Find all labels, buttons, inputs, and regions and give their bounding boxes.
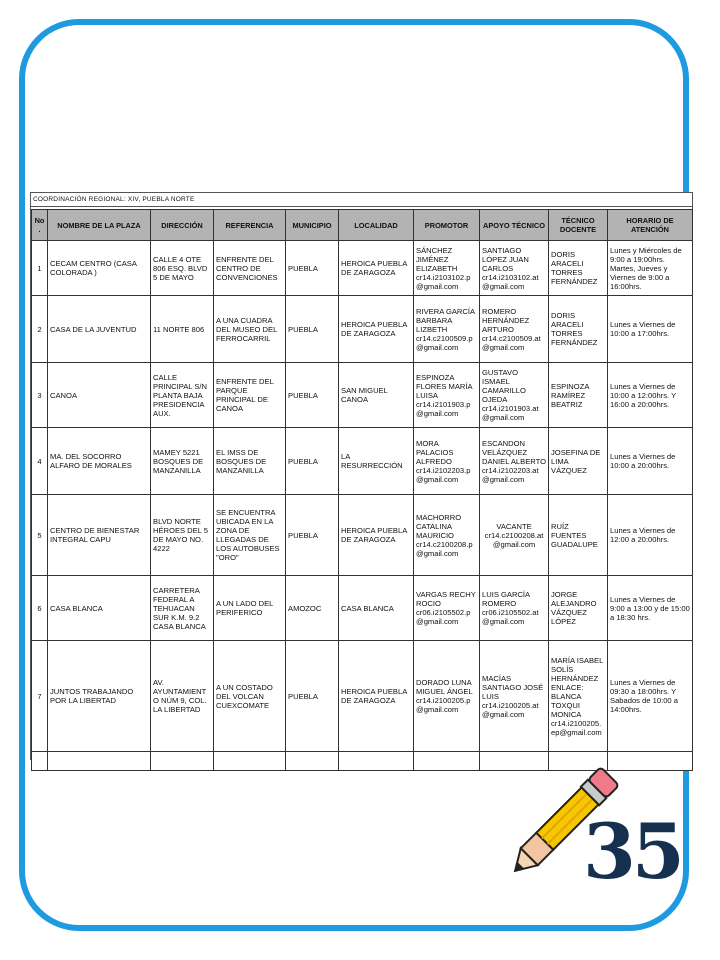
cell-municipio: PUEBLA: [286, 428, 339, 495]
cell-localidad: CASA BLANCA: [339, 576, 414, 641]
cell-blank: [286, 752, 339, 771]
cell-apoyo: ESCANDON VELÁZQUEZ DANIEL ALBERTO cr14.i2102203.at@gmail.com: [480, 428, 549, 495]
table-row: [32, 495, 693, 576]
cell-horario: Lunes a Viernes de 10:00 a 12:00hrs. Y 16:00 a 20:00hrs.: [608, 363, 693, 428]
cell-apoyo: GUSTAVO ISMAEL CAMARILLO OJEDA cr14.i2101903.at@gmail.com: [480, 363, 549, 428]
cell-plaza: CASA BLANCA: [48, 576, 151, 641]
cell-promotor: MACHORRO CATALINA MAURICIO cr14.c2100208.p@gmail.com: [414, 495, 480, 576]
cell-referencia: A UN COSTADO DEL VOLCAN CUEXCOMATE: [214, 641, 286, 752]
table-row: [32, 241, 693, 296]
page-number: 35: [583, 807, 681, 896]
cell-promotor: SÁNCHEZ JIMÉNEZ ELIZABETH cr14.i2103102.p@gmail.com: [414, 241, 480, 296]
table-row: [32, 641, 693, 752]
header-municipio: MUNICIPIO: [286, 210, 339, 241]
cell-tecnico: JOSEFINA DE LIMA VÁZQUEZ: [549, 428, 608, 495]
cell-apoyo: ROMERO HERNÁNDEZ ARTURO cr14.c2100509.at@gmail.com: [480, 296, 549, 363]
cell-no: 1: [32, 241, 48, 296]
header-promotor: PROMOTOR: [414, 210, 480, 241]
header-direccion: DIRECCIÓN: [151, 210, 214, 241]
cell-tecnico: ESPINOZA RAMÍREZ BEATRIZ: [549, 363, 608, 428]
cell-apoyo: LUIS GARCÍA ROMERO cr06.i2105502.at@gmail.com: [480, 576, 549, 641]
cell-promotor: VARGAS RECHY ROCIO cr06.i2105502.p@gmail.com: [414, 576, 480, 641]
table-row: [32, 428, 693, 495]
cell-no: 3: [32, 363, 48, 428]
cell-referencia: SE ENCUENTRA UBICADA EN LA ZONA DE LLEGADAS DE LOS AUTOBUSES "ORO": [214, 495, 286, 576]
cell-no: 4: [32, 428, 48, 495]
cell-municipio: AMOZOC: [286, 576, 339, 641]
header-apoyo: APOYO TÉCNICO: [480, 210, 549, 241]
cell-plaza: CECAM CENTRO (CASA COLORADA ): [48, 241, 151, 296]
header-referencia: REFERENCIA: [214, 210, 286, 241]
cell-no: 5: [32, 495, 48, 576]
cell-blank: [339, 752, 414, 771]
cell-localidad: LA RESURRECCIÓN: [339, 428, 414, 495]
cell-municipio: PUEBLA: [286, 641, 339, 752]
cell-plaza: JUNTOS TRABAJANDO POR LA LIBERTAD: [48, 641, 151, 752]
cell-localidad: HEROICA PUEBLA DE ZARAGOZA: [339, 241, 414, 296]
header-plaza: NOMBRE DE LA PLAZA: [48, 210, 151, 241]
cell-direccion: CALLE PRINCIPAL S/N PLANTA BAJA PRESIDENCIA AUX.: [151, 363, 214, 428]
header-no: No.: [32, 210, 48, 241]
cell-municipio: PUEBLA: [286, 296, 339, 363]
cell-blank: [214, 752, 286, 771]
cell-localidad: HEROICA PUEBLA DE ZARAGOZA: [339, 495, 414, 576]
cell-horario: Lunes a Viernes de 12:00 a 20:00hrs.: [608, 495, 693, 576]
cell-direccion: MAMEY 5221 BOSQUES DE MANZANILLA: [151, 428, 214, 495]
cell-promotor: DORADO LUNA MIGUEL ÁNGEL cr14.i2100205.p@gmail.com: [414, 641, 480, 752]
table-row: [32, 296, 693, 363]
cell-blank: [32, 752, 48, 771]
cell-blank: [414, 752, 480, 771]
cell-municipio: PUEBLA: [286, 495, 339, 576]
cell-tecnico: MARÍA ISABEL SOLÍS HERNÁNDEZ ENLACE: BLANCA TOXQUI MONICA cr14.i2100205.ep@gmail.com: [549, 641, 608, 752]
header-localidad: LOCALIDAD: [339, 210, 414, 241]
cell-referencia: EL IMSS DE BOSQUES DE MANZANILLA: [214, 428, 286, 495]
schedule-sheet: [30, 192, 693, 760]
cell-direccion: BLVD NORTE HÉROES DEL 5 DE MAYO NO. 4222: [151, 495, 214, 576]
table-header-row: [32, 210, 693, 241]
cell-apoyo: MACÍAS SANTIAGO JOSÉ LUIS cr14.i2100205.at@gmail.com: [480, 641, 549, 752]
cell-tecnico: RUÍZ FUENTES GUADALUPE: [549, 495, 608, 576]
cell-referencia: ENFRENTE DEL CENTRO DE CONVENCIONES: [214, 241, 286, 296]
cell-plaza: MA. DEL SOCORRO ALFARO DE MORALES: [48, 428, 151, 495]
cell-blank: [48, 752, 151, 771]
cell-referencia: A UN LADO DEL PERIFERICO: [214, 576, 286, 641]
cell-horario: Lunes a Viernes de 09:30 a 18:00hrs. Y Sabados de 10:00 a 14:00hrs.: [608, 641, 693, 752]
cell-horario: Lunes y Miércoles de 9:00 a 19:00hrs. Martes, Jueves y Viernes de 9:00 a 16:00hrs.: [608, 241, 693, 296]
cell-blank: [151, 752, 214, 771]
cell-localidad: SAN MIGUEL CANOA: [339, 363, 414, 428]
cell-horario: Lunes a Viernes de 10:00 a 20:00hrs.: [608, 428, 693, 495]
header-tecnico: TÉCNICO DOCENTE: [549, 210, 608, 241]
cell-plaza: CASA DE LA JUVENTUD: [48, 296, 151, 363]
cell-referencia: A UNA CUADRA DEL MUSEO DEL FERROCARRIL: [214, 296, 286, 363]
cell-direccion: AV. AYUNTAMIENTO NÚM 9, COL. LA LIBERTAD: [151, 641, 214, 752]
header-horario: HORARIO DE ATENCIÓN: [608, 210, 693, 241]
cell-apoyo: SANTIAGO LÓPEZ JUAN CARLOS cr14.i2103102.at@gmail.com: [480, 241, 549, 296]
cell-no: 6: [32, 576, 48, 641]
cell-no: 2: [32, 296, 48, 363]
cell-referencia: ENFRENTE DEL PARQUE PRINCIPAL DE CANOA: [214, 363, 286, 428]
cell-plaza: CANOA: [48, 363, 151, 428]
cell-localidad: HEROICA PUEBLA DE ZARAGOZA: [339, 641, 414, 752]
cell-promotor: ESPINOZA FLORES MARÍA LUISA cr14.i2101903.p@gmail.com: [414, 363, 480, 428]
cell-apoyo: VACANTE cr14.c2100208.at@gmail.com: [480, 495, 549, 576]
cell-direccion: 11 NORTE 806: [151, 296, 214, 363]
cell-municipio: PUEBLA: [286, 363, 339, 428]
cell-promotor: MORA PALACIOS ALFREDO cr14.i2102203.p@gmail.com: [414, 428, 480, 495]
cell-promotor: RIVERA GARCÍA BARBARA LIZBETH cr14.c2100509.p@gmail.com: [414, 296, 480, 363]
cell-horario: Lunes a Viernes de 10:00 a 17:00hrs.: [608, 296, 693, 363]
cell-localidad: HEROICA PUEBLA DE ZARAGOZA: [339, 296, 414, 363]
cell-direccion: CALLE 4 OTE 806 ESQ. BLVD 5 DE MAYO: [151, 241, 214, 296]
cell-tecnico: DORIS ARACELI TORRES FERNÁNDEZ: [549, 241, 608, 296]
region-title: COORDINACIÓN REGIONAL: XIV, PUEBLA NORTE: [31, 193, 692, 207]
cell-tecnico: DORIS ARACELI TORRES FERNÁNDEZ: [549, 296, 608, 363]
cell-horario: Lunes a Viernes de 9:00 a 13:00 y de 15:00 a 18:30 hrs.: [608, 576, 693, 641]
cell-no: 7: [32, 641, 48, 752]
cell-plaza: CENTRO DE BIENESTAR INTEGRAL CAPU: [48, 495, 151, 576]
table-row: [32, 576, 693, 641]
table-row: [32, 363, 693, 428]
cell-direccion: CARRETERA FEDERAL A TEHUACAN SUR K.M. 9.2 CASA BLANCA: [151, 576, 214, 641]
cell-tecnico: JORGE ALEJANDRO VÁZQUEZ LÓPEZ: [549, 576, 608, 641]
cell-municipio: PUEBLA: [286, 241, 339, 296]
plazas-table: [31, 209, 693, 771]
